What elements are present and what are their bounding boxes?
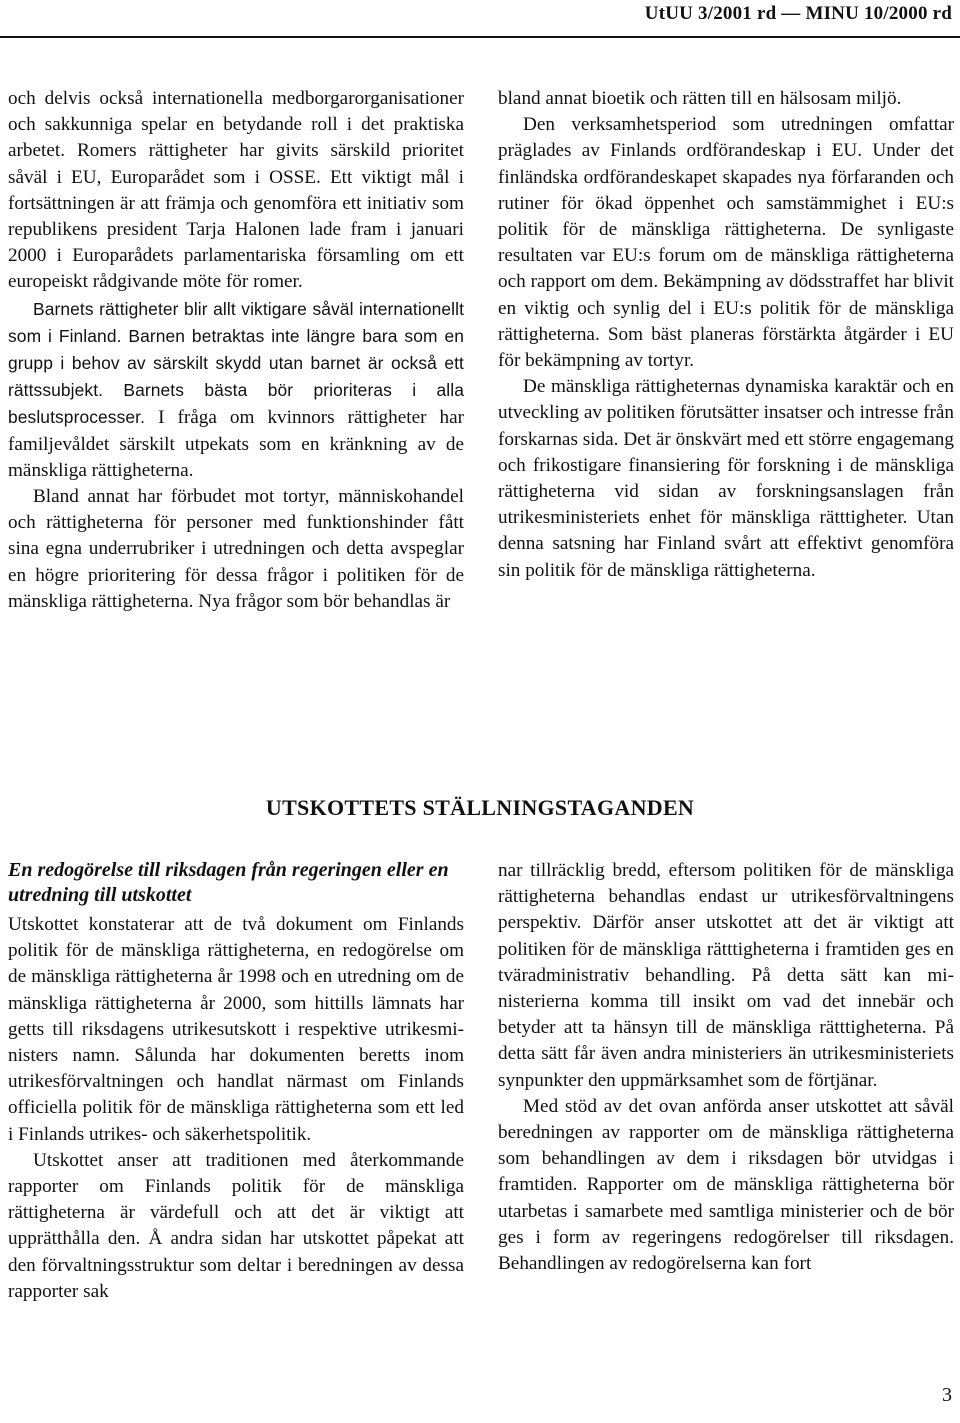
subheading: En redogörelse till riksdagen från regeringen eller en utredning till utskottet (8, 859, 449, 906)
section-heading: UTSKOTTETS STÄLLNINGSTAGANDEN (265, 795, 695, 820)
right-column-bottom (498, 858, 954, 1277)
header-rule (0, 36, 960, 38)
paragraph: nar tillräcklig bredd, eftersom politiken för de mänskliga rättigheterna behandlas endast ur utrikesförvaltningens perspektiv. Därför anser utskottet att det är viktigt att politiken för de mänskliga rätttigheterna i framtiden ges en tväradministrativ behandling. På detta sätt kan ministerierna komma till insikt om vad det innebär och betyder att ta hänsyn till de mänskliga rätttigheterna. På detta sätt får även andra ministeriers än utrikesministeriets synpunkter den uppmärksamhet som de förtjänar. (498, 860, 954, 1091)
left-column-top (8, 86, 464, 615)
paragraph: Bland annat har förbudet mot tortyr, människohandel och rättigheterna för personer med funktionshinder fått sina egna underrubriker i utredningen och detta avspeglar en högre prioritering för dessa frågor i politiken för de mänskliga rättigheterna. Nya frågor som bör behandlas är (8, 486, 464, 612)
right-column-top (498, 86, 954, 584)
paragraph: Utskottet anser att traditionen med återkommande rapporter om Finlands politik för de mänskliga rättigheterna är värdefull och att det är viktigt att upprätthålla den. Å andra sidan har utskottet påpekat att den förvaltningsstruktur som deltar i beredningen av dessa rapporter sak (8, 1149, 464, 1302)
left-column-bottom (8, 858, 464, 1305)
paragraph: bland annat bioetik och rätten till en hälsosam miljö. (498, 88, 902, 109)
paragraph: och delvis också internationella medborgarorganisationer och sakkunniga spelar en betydande roll i det praktiska arbetet. Romers rättigheter har givits särskild prioritet såväl i EU, Europarådet som i OSSE. Ett viktigt mål i fortsättningen är att främja och genomföra ett initiativ som republikens president Tarja Halonen lade fram i januari 2000 i Europarådets parlamentariska församling om ett europeiskt rådgivande möte för romer. (8, 88, 464, 293)
paragraph (8, 296, 464, 484)
document-reference: UtUU 3/2001 rd — MINU 10/2000 rd (644, 3, 952, 24)
paragraph: Med stöd av det ovan anförda anser utskottet att såväl beredningen av rapporter om de mänskliga rättigheterna som behandlingen av dem i riksdagen bör utvidgas i framtiden. Rapporter om de mänskliga rättigheterna bör utarbetas i samarbete med samtliga ministerier och de bör ges i form av regeringens redogörelser till riksdagen. Behandlingen av redogörelserna kan fort (498, 1095, 954, 1275)
paragraph-sans-text: Barnets rättigheter blir allt viktigare såväl internationellt som i Finland. Barnen betraktas inte längre bara som en grupp i behov av särskilt skydd utan barnet är också ett rättssubjekt. Barnets bästa bör prioriteras i alla beslutsprocesser. (8, 298, 464, 428)
page-number: 3 (942, 1384, 952, 1406)
paragraph-text: I fråga om kvinnors rättigheter har familjevåldet särskilt utpekats som en kränkning av de mänskliga rättigheterna. (8, 407, 465, 481)
running-header (0, 0, 960, 36)
paragraph: Utskottet konstaterar att de två dokument om Finlands politik för de mänskliga rättigheterna, en redogörelse om de mänskliga rättigheterna år 1998 och en utredning om de mänskliga rättigheterna år 2000, som hittills lämnats har getts till riksdagens utrikesutskott i respektive utrikesministers namn. Sålunda har dokumenten beretts inom utrikesförvaltningen och handlat närmast om Finlands officiella politik för de mänskliga rättigheterna som ett led i Finlands utrikes- och säkerhetspolitik. (8, 914, 464, 1145)
paragraph: Den verksamhetsperiod som utredningen omfattar präglades av Finlands ordförandeskap i EU. Under det finländska ordförandeskapet skapades nya förfaranden och rutiner för ökad öppenhet och samstämmighet i EU:s politik för de mänskliga rättigheterna. De synligaste resultaten var EU:s forum om de mänskliga rättigheterna och rapport om dem. Bekämpning av dödsstraffet har blivit en viktig och synlig del i EU:s politik för de mänskliga rättigheterna. Som bäst planeras förstärkta åtgärder i EU för bekämpning av tortyr. (498, 114, 954, 372)
paragraph: De mänskliga rättigheternas dynamiska karaktär och en utveckling av politiken förutsätter insatser och intresse från forskarnas sida. Det är önskvärt med ett större engagemang och frikostigare finansiering för forskning i de mänskliga rättigheterna vid sidan av forskningsanslagen från utrikesministeriets enhet för mänskliga rätttigheter. Utan denna satsning har Finland svårt att effektivt genomföra sin politik för de mänskliga rättigheterna. (498, 376, 954, 581)
